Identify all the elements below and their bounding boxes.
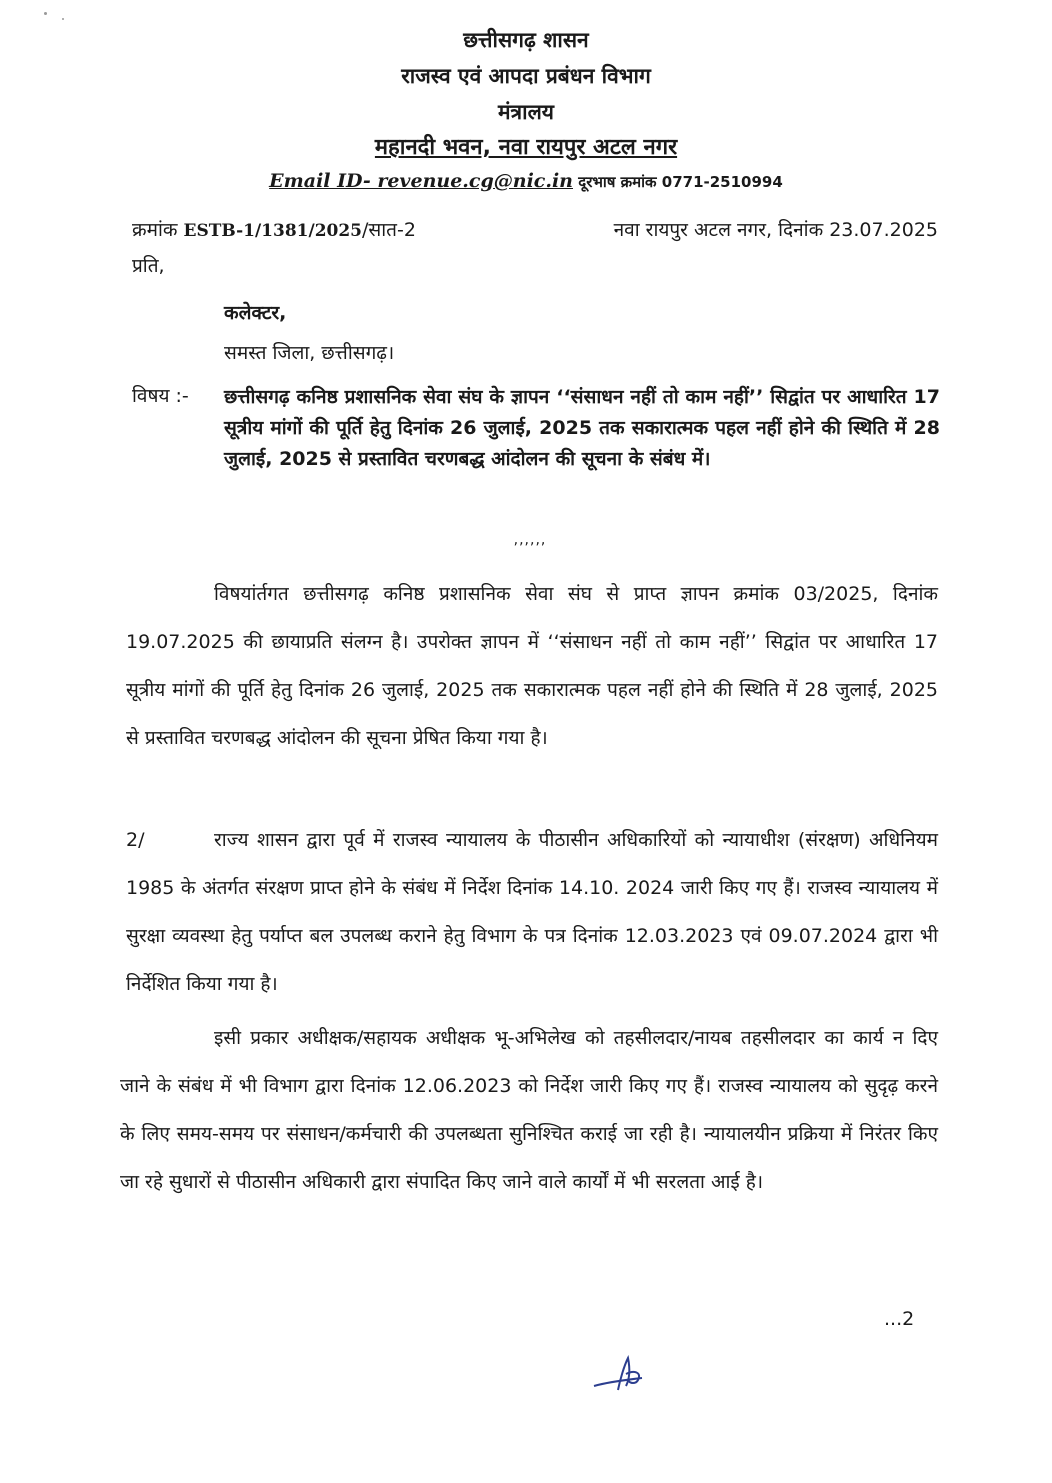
subject-label: विषय :- [132,385,189,407]
reference-suffix: /सात-2 [362,219,416,241]
ditto-marks: ,,,,,, [513,532,547,548]
scan-speck [44,12,47,15]
subject-text: छत्तीसगढ़ कनिष्ठ प्रशासनिक सेवा संघ के ज्ञापन ‘‘संसाधन नहीं तो काम नहीं’’ सिद्वांत पर आधारित 17 सूत्रीय मांगों की पूर्ति हेतु दिनांक 26 जुलाई, 2025 तक सकारात्मक पहल नहीं होने की स्थिति में 28 जुलाई, 2025 से प्रस्तावित चरणबद्ध आंदोलन की सूचना के संबंध में। [224,386,940,470]
addressee [224,293,394,373]
letterhead [0,22,1052,197]
paragraph-1: विषयांर्तगत छत्तीसगढ़ कनिष्ठ प्रशासनिक सेवा संघ से प्राप्त ज्ञापन क्रमांक 03/2025, दिनांक 19.07.2025 की छायाप्रति संलग्न है। उपरोक्त ज्ञापन में ‘‘संसाधन नहीं तो काम नहीं’’ सिद्वांत पर आधारित 17 सूत्रीय मांगों की पूर्ति हेतु दिनांक 26 जुलाई, 2025 तक सकारात्मक पहल नहीं होने की स्थिति में 28 जुलाई, 2025 से प्रस्तावित चरणबद्ध आंदोलन की सूचना प्रेषित किया गया है। [126,583,938,749]
ministry-name: मंत्रालय [497,100,554,124]
phone-number: दूरभाष क्रमांक 0771-2510994 [578,173,783,191]
paragraph-2 [126,816,938,1008]
paragraph-2-text: राज्य शासन द्वारा पूर्व में राजस्व न्यायालय के पीठासीन अधिकारियों को न्यायाधीश (संरक्षण) अधिनियम 1985 के अंतर्गत संरक्षण प्राप्त होने के संबंध में निर्देश दिनांक 14.10. 2024 जारी किए गए हैं। राजस्व न्यायालय में सुरक्षा व्यवस्था हेतु पर्याप्त बल उपलब्ध कराने हेतु विभाग के पत्र दिनांक 12.03.2023 एवं 09.07.2024 द्वारा भी निर्देशित किया गया है। [126,829,938,995]
office-address: महानदी भवन, नवा रायपुर अटल नगर [374,135,678,160]
page-continuation: ...2 [884,1308,915,1330]
addressee-location: समस्त जिला, छत्तीसगढ़। [224,342,395,364]
to-label: प्रति, [132,255,165,277]
scan-speck [62,18,64,20]
email-id: Email ID- revenue.cg@nic.in [269,170,573,192]
contact-row [0,166,1052,197]
paragraph-3: इसी प्रकार अधीक्षक/सहायक अधीक्षक भू-अभिलेख को तहसीलदार/नायब तहसीलदार का कार्य न दिए जाने के संबंध में भी विभाग द्वारा दिनांक 12.06.2023 को निर्देश जारी किए गए हैं। राजस्व न्यायालय को सुदृढ़ करने के लिए समय-समय पर संसाधन/कर्मचारी की उपलब्धता सुनिश्चित कराई जा रही है। न्यायालयीन प्रक्रिया में निरंतर किए जा रहे सुधारों से पीठासीन अधिकारी द्वारा संपादित किए जाने वाले कार्यों में भी सरलता आई है। [120,1027,938,1193]
place-date: नवा रायपुर अटल नगर, दिनांक 23.07.2025 [613,219,938,241]
government-name: छत्तीसगढ़ शासन [463,28,589,52]
signature-initial [590,1352,660,1396]
paragraph-number: 2/ [126,829,145,851]
subject-block [132,382,940,475]
reference-number [132,216,416,242]
reference-label: क्रमांक [132,219,178,241]
department-name: राजस्व एवं आपदा प्रबंधन विभाग [401,64,651,88]
reference-code: ESTB-1/1381/2025 [183,221,363,241]
addressee-title: कलेक्टर, [224,302,287,324]
